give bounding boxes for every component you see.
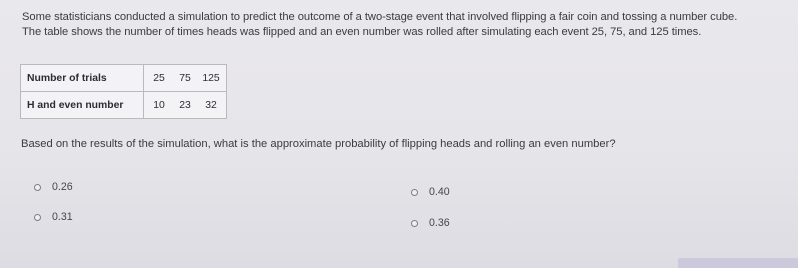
answer-option-0-26[interactable] [34, 181, 73, 193]
radio-button-icon[interactable] [411, 220, 418, 227]
answer-option-0-36[interactable] [411, 217, 450, 229]
bottom-action-bar[interactable] [678, 258, 798, 268]
table-cell: 23 [172, 92, 198, 119]
table-row [21, 65, 227, 92]
table-cell: 25 [144, 65, 173, 92]
answer-option-0-31[interactable] [34, 211, 73, 223]
table-cell: 75 [172, 65, 198, 92]
answer-option-0-40[interactable] [411, 186, 450, 198]
prompt-line-1: Some statisticians conducted a simulation to predict the outcome of a two-stage event that involved flipping a fair coin and tossing a number cube. [22, 11, 738, 23]
option-label: 0.31 [52, 211, 73, 223]
simulation-results-table [20, 64, 227, 119]
radio-button-icon[interactable] [411, 189, 418, 196]
table-row [21, 92, 227, 119]
question-prompt [22, 10, 798, 40]
radio-button-icon[interactable] [34, 184, 41, 191]
option-label: 0.40 [429, 186, 450, 198]
row-header-h-and-even: H and even number [21, 92, 144, 119]
table-cell: 125 [198, 65, 227, 92]
table-cell: 10 [144, 92, 173, 119]
radio-button-icon[interactable] [34, 214, 41, 221]
row-header-trials: Number of trials [21, 65, 144, 92]
option-label: 0.36 [429, 217, 450, 229]
table-cell: 32 [198, 92, 227, 119]
option-label: 0.26 [52, 181, 73, 193]
question-text: Based on the results of the simulation, what is the approximate probability of flipping heads and rolling an even number? [21, 138, 616, 150]
prompt-line-2: The table shows the number of times heads was flipped and an even number was rolled after simulating each event 25, 75, and 125 times. [22, 26, 702, 38]
